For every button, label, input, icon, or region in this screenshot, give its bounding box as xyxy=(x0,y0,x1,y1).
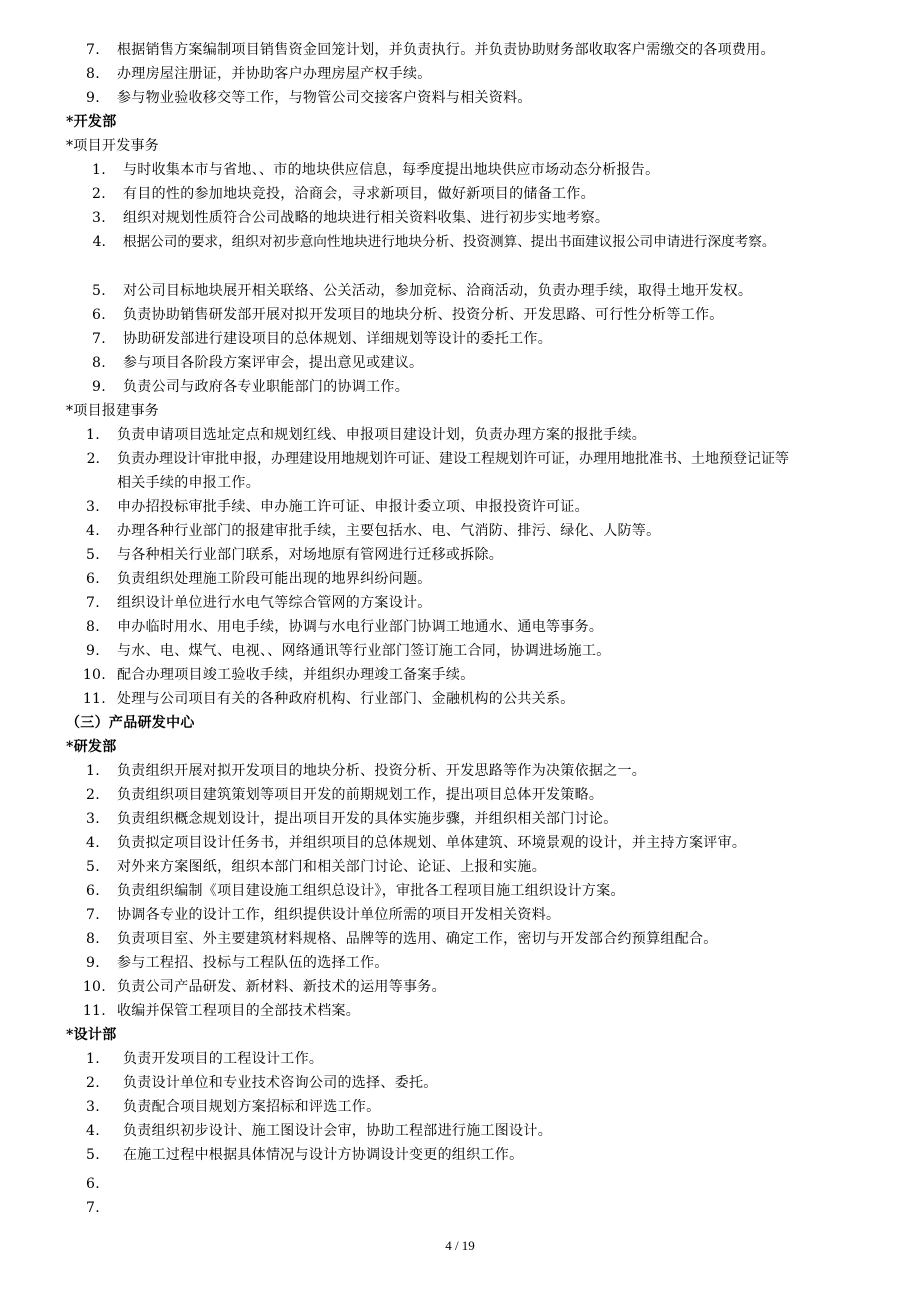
subsection-heading: *项目开发事务 xyxy=(66,138,160,154)
list-item: 7. 组织设计单位进行水电气等综合管网的方案设计。 xyxy=(86,595,432,611)
section-heading: *设计部 xyxy=(66,1027,117,1043)
list-item xyxy=(0,86,920,110)
list-item: 2. 负责办理设计审批申报，办理建设用地规划许可证、建设工程规划许可证，办理用地批准书、土地预登记证等 xyxy=(86,451,789,467)
list-item: 2. 有目的性的参加地块竞投，洽商会，寻求新项目，做好新项目的储备工作。 xyxy=(92,186,595,202)
page-number: 4 / 19 xyxy=(445,1238,475,1253)
list-item: 10. 负责公司产品研发、新材料、新技术的运用等事务。 xyxy=(82,979,446,995)
list-item: 2. 负责组织项目建筑策划等项目开发的前期规划工作，提出项目总体开发策略。 xyxy=(86,787,604,803)
section-heading: *研发部 xyxy=(66,739,117,755)
list-text: 参与物业验收移交等工作，与物管公司交接客户资料与相关资料。 xyxy=(117,90,532,106)
list-item: 9. 参与工程招、投标与工程队伍的选择工作。 xyxy=(86,955,389,971)
list-item: 5. 与各种相关行业部门联系，对场地原有管网进行迁移或拆除。 xyxy=(86,547,504,563)
list-item: 7. xyxy=(86,1200,100,1216)
list-item: 5. 对外来方案图纸，组织本部门和相关部门讨论、论证、上报和实施。 xyxy=(86,859,546,875)
list-item: 6. 负责组织编制《项目建设施工组织总设计》，审批各工程项目施工组织设计方案。 xyxy=(86,883,625,899)
list-item: 8. 参与项目各阶段方案评审会，提出意见或建议。 xyxy=(92,355,424,371)
list-item: 3. 申办招投标审批手续、申办施工许可证、申报计委立项、申报投资许可证。 xyxy=(86,499,589,515)
list-item: 6. 负责组织处理施工阶段可能出现的地界纠纷问题。 xyxy=(86,571,432,587)
list-number: 8. xyxy=(86,66,100,82)
list-text: 根据销售方案编制项目销售资金回笼计划，并负责执行。并负责协助财务部收取客户需缴交的各项费用。 xyxy=(117,42,775,58)
list-item: 7. 协调各专业的设计工作，组织提供设计单位所需的项目开发相关资料。 xyxy=(86,907,561,923)
list-item: 4. 办理各种行业部门的报建审批手续，主要包括水、电、气消防、排污、绿化、人防等。 xyxy=(86,523,661,539)
list-item: 6. 负责协助销售研发部开展对拟开发项目的地块分析、投资分析、开发思路、可行性分析等工作。 xyxy=(92,307,724,323)
list-item: 10. 配合办理项目竣工验收手续，并组织办理竣工备案手续。 xyxy=(82,667,475,683)
list-item: 5. 对公司目标地块展开相关联络、公关活动，参加竞标、洽商活动，负责办理手续，取得土地开发权。 xyxy=(92,283,753,299)
list-item: 8. 负责项目室、外主要建筑材料规格、品牌等的选用、确定工作，密切与开发部合约预算组配合。 xyxy=(86,931,718,947)
list-item: 4. 根据公司的要求，组织对初步意向性地块进行地块分析、投资测算、提出书面建议报公司申请进行深度考察。 xyxy=(92,234,776,250)
list-item: 1. 与时收集本市与省地、、市的地块供应信息，每季度提出地块供应市场动态分析报告。 xyxy=(92,162,660,178)
list-item: 1. 负责申请项目选址定点和规划红线、申报项目建设计划，负责办理方案的报批手续。 xyxy=(86,427,647,443)
list-item-continuation: 相关手续的申报工作。 xyxy=(117,475,260,491)
list-item: 3. 组织对规划性质符合公司战略的地块进行相关资料收集、进行初步实地考察。 xyxy=(92,210,610,226)
list-item: 8. 申办临时用水、用电手续，协调与水电行业部门协调工地通水、通电等事务。 xyxy=(86,619,604,635)
list-number: 9. xyxy=(86,90,100,106)
list-text: 办理房屋注册证，并协助客户办理房屋产权手续。 xyxy=(117,66,432,82)
list-item: 4. 负责组织初步设计、施工图设计会审，协助工程部进行施工图设计。 xyxy=(86,1123,552,1139)
list-item: 11. 处理与公司项目有关的各种政府机构、行业部门、金融机构的公共关系。 xyxy=(82,691,575,707)
list-item: 5. 在施工过程中根据具体情况与设计方协调设计变更的组织工作。 xyxy=(86,1147,524,1163)
list-item: 2. 负责设计单位和专业技术咨询公司的选择、委托。 xyxy=(86,1075,438,1091)
list-item xyxy=(0,38,920,62)
list-item: 6. xyxy=(86,1176,100,1192)
list-item: 1. 负责开发项目的工程设计工作。 xyxy=(86,1051,324,1067)
list-item: 1. 负责组织开展对拟开发项目的地块分析、投资分析、开发思路等作为决策依据之一。 xyxy=(86,763,647,779)
list-item: 3. 负责组织概念规划设计，提出项目开发的具体实施步骤，并组织相关部门讨论。 xyxy=(86,811,618,827)
list-item: 9. 负责公司与政府各专业职能部门的协调工作。 xyxy=(92,379,409,395)
list-item: 9. 与水、电、煤气、电视、、网络通讯等行业部门签订施工合同，协调进场施工。 xyxy=(86,643,611,659)
subsection-heading: *项目报建事务 xyxy=(66,403,160,419)
list-item: 4. 负责拟定项目设计任务书，并组织项目的总体规划、单体建筑、环境景观的设计，并主持方案评审。 xyxy=(86,835,747,851)
list-item: 11. 收编并保管工程项目的全部技术档案。 xyxy=(82,1003,361,1019)
section-heading: （三）产品研发中心 xyxy=(66,715,195,731)
list-item: 7. 协助研发部进行建设项目的总体规划、详细规划等设计的委托工作。 xyxy=(92,331,552,347)
list-item xyxy=(0,62,920,86)
list-number: 7. xyxy=(86,42,100,58)
section-heading: *开发部 xyxy=(66,114,117,130)
list-item: 3. 负责配合项目规划方案招标和评选工作。 xyxy=(86,1099,381,1115)
